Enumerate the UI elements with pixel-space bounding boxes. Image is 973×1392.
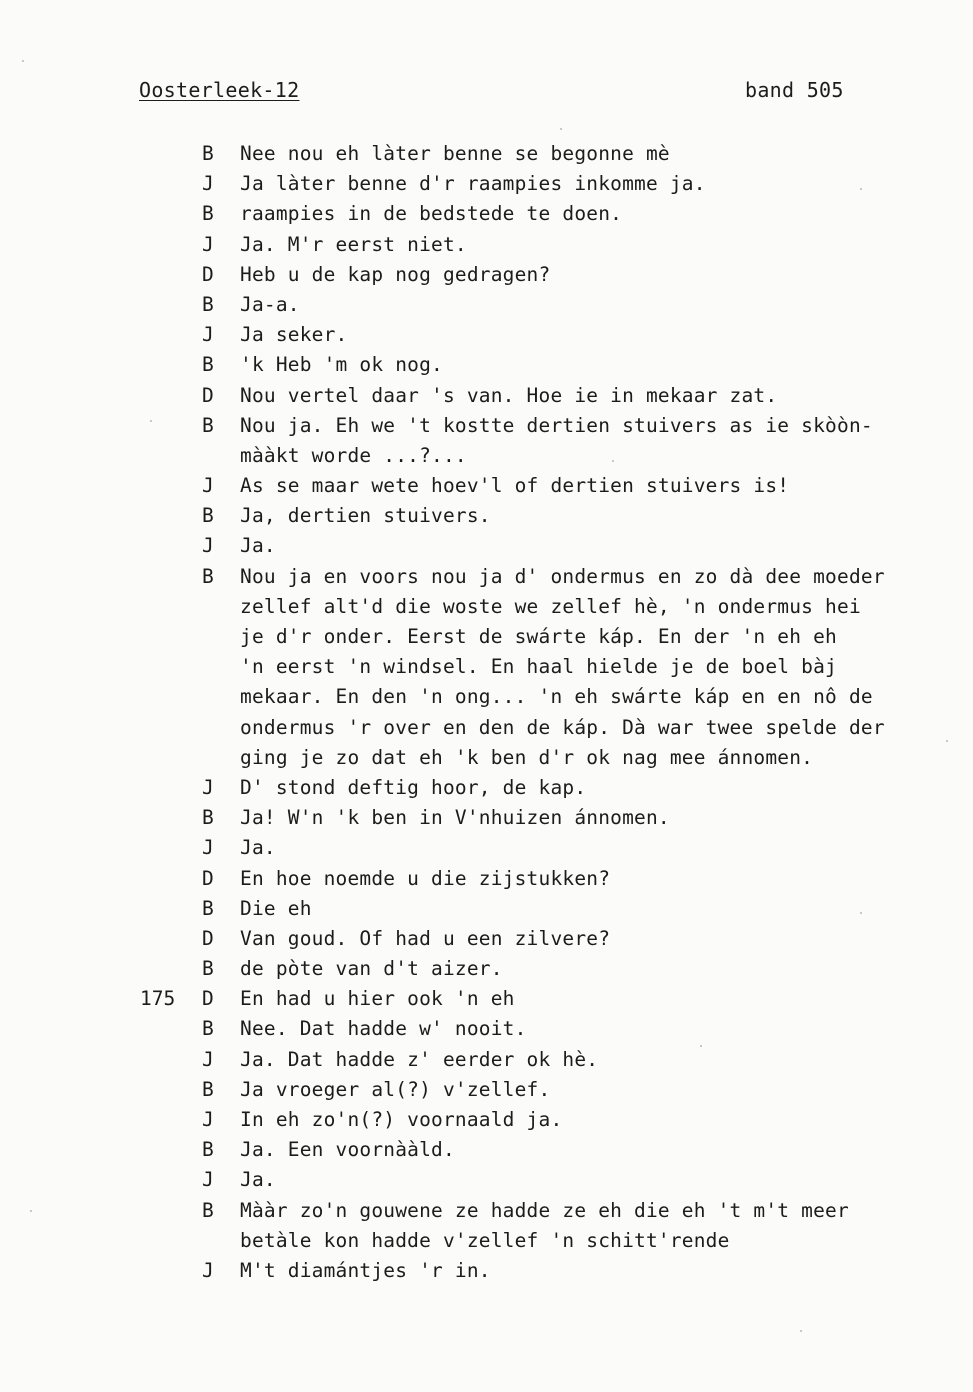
- utterance-text: Ja. M'r eerst niet.: [240, 232, 467, 256]
- utterance-text: Heb u de kap nog gedragen?: [240, 262, 551, 286]
- transcript-turn: [0, 773, 973, 803]
- transcript-turn: [0, 350, 973, 380]
- transcript-turn: [0, 471, 973, 501]
- utterance-text: Ja vroeger al(?) v'zellef.: [240, 1077, 551, 1101]
- transcript-turn: [0, 1165, 973, 1195]
- utterance-text: Nou ja. Eh we 't kostte dertien stuivers as ie skòòn-: [240, 413, 873, 437]
- speaker-label: B: [202, 413, 214, 437]
- scan-speck: [612, 460, 614, 462]
- transcript-line: [0, 1165, 973, 1195]
- speaker-label: J: [202, 323, 214, 347]
- transcript-turn: [0, 139, 973, 169]
- transcript-line: [0, 803, 973, 833]
- speaker-label: B: [202, 896, 214, 920]
- transcript-turn: [0, 1256, 973, 1286]
- utterance-text: zellef alt'd die woste we zellef hè, 'n ondermus hei: [240, 594, 861, 618]
- utterance-text: Mààr zo'n gouwene ze hadde ze eh die eh 't m't meer: [240, 1198, 849, 1222]
- scan-speck: [560, 128, 562, 130]
- transcript-turn: [0, 1196, 973, 1256]
- transcript-line: [0, 1226, 973, 1256]
- transcript-line: [0, 1256, 973, 1286]
- transcript-line: [0, 501, 973, 531]
- transcript-turn: [0, 230, 973, 260]
- transcript-line: [0, 833, 973, 863]
- speaker-label: D: [202, 866, 214, 890]
- transcript-line: [0, 320, 973, 350]
- utterance-text: Ja! W'n 'k ben in V'nhuizen ánnomen.: [240, 806, 670, 830]
- transcript-line: [0, 652, 973, 682]
- transcript-turn: [0, 1014, 973, 1044]
- transcript-line: [0, 260, 973, 290]
- transcript-line: [0, 713, 973, 743]
- utterance-text: mààkt worde ...?...: [240, 443, 467, 467]
- transcript-line: [0, 682, 973, 712]
- transcript-line: [0, 411, 973, 441]
- transcript-line: [0, 350, 973, 380]
- transcript-line: [0, 864, 973, 894]
- transcript-line: [0, 924, 973, 954]
- transcript-turn: [0, 501, 973, 531]
- transcript-turn: [0, 290, 973, 320]
- scan-speck: [150, 420, 152, 422]
- speaker-label: J: [202, 1047, 214, 1071]
- transcript-line: [0, 1075, 973, 1105]
- speaker-label: B: [202, 1198, 214, 1222]
- speaker-label: B: [202, 957, 214, 981]
- utterance-text: Ja-a.: [240, 292, 300, 316]
- utterance-text: Ja seker.: [240, 323, 348, 347]
- speaker-label: B: [202, 292, 214, 316]
- speaker-label: J: [202, 1168, 214, 1192]
- utterance-text: Ja, dertien stuivers.: [240, 504, 491, 528]
- transcript-turn: [0, 320, 973, 350]
- line-number: 175: [140, 987, 176, 1011]
- transcript-line: [0, 169, 973, 199]
- scan-speck: [860, 188, 862, 190]
- speaker-label: D: [202, 262, 214, 286]
- transcript-turn: [0, 803, 973, 833]
- speaker-label: B: [202, 1077, 214, 1101]
- transcript-turn: [0, 984, 973, 1014]
- transcript-turn: [0, 199, 973, 229]
- speaker-label: J: [202, 775, 214, 799]
- utterance-text: betàle kon hadde v'zellef 'n schitt'rende: [240, 1228, 730, 1252]
- utterance-text: mekaar. En den 'n ong... 'n eh swárte káp en en nô de: [240, 685, 873, 709]
- transcript-line: [0, 562, 973, 592]
- transcript-line: [0, 1014, 973, 1044]
- transcript-line: [0, 381, 973, 411]
- speaker-label: B: [202, 353, 214, 377]
- transcript-line: [0, 230, 973, 260]
- utterance-text: Ja.: [240, 1168, 276, 1192]
- transcript-line: [0, 592, 973, 622]
- transcript-turn: [0, 894, 973, 924]
- transcript-turn: [0, 411, 973, 471]
- utterance-text: Nou ja en voors nou ja d' ondermus en zo dà dee moeder: [240, 564, 885, 588]
- transcript-line: [0, 1196, 973, 1226]
- utterance-text: 'n eerst 'n windsel. En haal hielde je de boel bàj: [240, 655, 837, 679]
- transcript-line: [0, 1135, 973, 1165]
- utterance-text: As se maar wete hoev'l of dertien stuivers is!: [240, 474, 790, 498]
- utterance-text: Ja. Een voornààld.: [240, 1138, 455, 1162]
- speaker-label: B: [202, 142, 214, 165]
- utterance-text: ondermus 'r over en den de káp. Dà war twee spelde der: [240, 715, 885, 739]
- tape-number: band 505: [745, 78, 844, 102]
- transcript-line: [0, 984, 973, 1014]
- utterance-text: D' stond deftig hoor, de kap.: [240, 775, 587, 799]
- transcript-turn: [0, 562, 973, 773]
- transcript-line: [0, 622, 973, 652]
- utterance-text: Van goud. Of had u een zilvere?: [240, 926, 611, 950]
- speaker-label: J: [202, 534, 214, 558]
- speaker-label: B: [202, 504, 214, 528]
- scan-speck: [946, 740, 948, 742]
- speaker-label: D: [202, 987, 214, 1011]
- transcript-line: [0, 1105, 973, 1135]
- utterance-text: ging je zo dat eh 'k ben d'r ok nag mee ánnomen.: [240, 745, 814, 769]
- utterance-text: Die eh: [240, 896, 312, 920]
- utterance-text: M't diamántjes 'r in.: [240, 1258, 491, 1282]
- scan-speck: [30, 1210, 32, 1212]
- transcript-turn: [0, 1075, 973, 1105]
- speaker-label: J: [202, 172, 214, 196]
- speaker-label: J: [202, 1108, 214, 1131]
- transcript-turn: [0, 864, 973, 894]
- transcript-line: [0, 139, 973, 169]
- speaker-label: J: [202, 232, 214, 256]
- transcript-line: [0, 290, 973, 320]
- speaker-label: D: [202, 926, 214, 950]
- transcript-line: [0, 743, 973, 773]
- utterance-text: Ja.: [240, 534, 276, 558]
- utterance-text: Nou vertel daar 's van. Hoe ie in mekaar zat.: [240, 383, 778, 407]
- transcript-turn: [0, 1045, 973, 1075]
- transcript-turn: [0, 531, 973, 561]
- transcript-turn: [0, 833, 973, 863]
- speaker-label: B: [202, 806, 214, 830]
- speaker-label: J: [202, 474, 214, 498]
- transcript-turn: [0, 1135, 973, 1165]
- utterance-text: In eh zo'n(?) voornaald ja.: [240, 1108, 563, 1131]
- transcript-line: [0, 894, 973, 924]
- utterance-text: Ja làter benne d'r raampies inkomme ja.: [240, 172, 706, 196]
- utterance-text: de pòte van d't aizer.: [240, 957, 503, 981]
- transcript-line: [0, 954, 973, 984]
- utterance-text: 'k Heb 'm ok nog.: [240, 353, 443, 377]
- speaker-label: B: [202, 1138, 214, 1162]
- transcript-turn: [0, 260, 973, 290]
- speaker-label: D: [202, 383, 214, 407]
- utterance-text: Nee nou eh làter benne se begonne mè: [240, 142, 670, 165]
- speaker-label: B: [202, 202, 214, 226]
- transcript: [0, 139, 973, 1286]
- transcript-line: [0, 531, 973, 561]
- transcript-turn: [0, 924, 973, 954]
- speaker-label: B: [202, 564, 214, 588]
- transcript-turn: [0, 954, 973, 984]
- transcript-line: [0, 471, 973, 501]
- utterance-text: raampies in de bedstede te doen.: [240, 202, 623, 226]
- transcript-line: [0, 1045, 973, 1075]
- document-id: Oosterleek-12: [139, 78, 300, 102]
- utterance-text: Ja. Dat hadde z' eerder ok hè.: [240, 1047, 599, 1071]
- speaker-label: J: [202, 1258, 214, 1282]
- transcript-turn: [0, 1105, 973, 1135]
- utterance-text: Nee. Dat hadde w' nooit.: [240, 1017, 527, 1041]
- utterance-text: En had u hier ook 'n eh: [240, 987, 515, 1011]
- speaker-label: B: [202, 1017, 214, 1041]
- transcript-turn: [0, 169, 973, 199]
- scan-speck: [700, 1045, 702, 1047]
- scan-speck: [800, 1330, 802, 1332]
- transcript-line: [0, 773, 973, 803]
- scan-speck: [860, 912, 862, 914]
- transcript-turn: [0, 381, 973, 411]
- transcript-line: [0, 441, 973, 471]
- utterance-text: Ja.: [240, 836, 276, 860]
- transcript-line: [0, 199, 973, 229]
- utterance-text: En hoe noemde u die zijstukken?: [240, 866, 611, 890]
- utterance-text: je d'r onder. Eerst de swárte káp. En der 'n eh eh: [240, 625, 837, 648]
- speaker-label: J: [202, 836, 214, 860]
- scan-speck: [22, 60, 24, 62]
